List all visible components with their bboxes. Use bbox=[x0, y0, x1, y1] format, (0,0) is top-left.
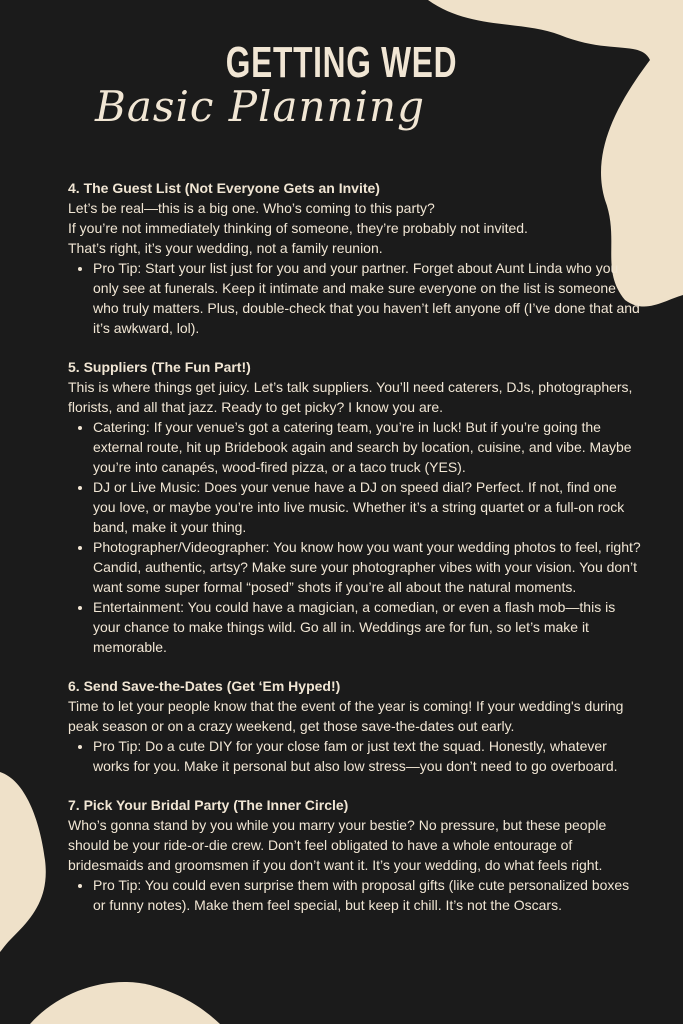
section-guest-list bbox=[68, 178, 643, 338]
article-body bbox=[68, 178, 643, 934]
list-item: • Entertainment: You could have a magician, a comedian, or even a flash mob—this is your chance to make things wild. Go all in. Weddings are for fun, so let’s make it memorable. bbox=[93, 597, 643, 657]
bullet-list bbox=[68, 875, 643, 915]
intro-line: Let’s be real—this is a big one. Who’s coming to this party? bbox=[68, 200, 435, 216]
section-intro: Time to let your people know that the event of the year is coming! If your wedding's during peak season or on a crazy weekend, get those save-the-dates out early. bbox=[68, 698, 624, 734]
intro-line: If you’re not immediately thinking of someone, they’re probably not invited. bbox=[68, 220, 528, 236]
list-item: • Pro Tip: Start your list just for you and your partner. Forget about Aunt Linda who you only see at funerals. Keep it intimate and make sure everyone on the list is someone who truly matters. Plus, double-check that you haven’t left anyone off (I’ve done that and it’s awkward, lol). bbox=[93, 258, 643, 338]
section-suppliers bbox=[68, 357, 643, 657]
list-item: • Pro Tip: You could even surprise them with proposal gifts (like cute personalized boxes or funny notes). Make them feel special, but keep it chill. It’s not the Oscars. bbox=[93, 875, 643, 915]
section-heading: 4. The Guest List (Not Everyone Gets an Invite) bbox=[68, 180, 380, 196]
page-subtitle: Basic Planning bbox=[95, 82, 425, 131]
list-item: • Catering: If your venue’s got a catering team, you’re in luck! But if you’re going the external route, hit up Bridebook again and search by location, cuisine, and vibe. Maybe you’re into canapés, wood-fired pizza, or a taco truck (YES). bbox=[93, 417, 643, 477]
bullet-list bbox=[68, 258, 643, 338]
page-title: GETTING WED bbox=[225, 38, 458, 87]
section-heading: 5. Suppliers (The Fun Part!) bbox=[68, 359, 251, 375]
section-intro bbox=[68, 198, 643, 258]
bullet-list bbox=[68, 417, 643, 657]
list-item: • Photographer/Videographer: You know how you want your wedding photos to feel, right? Candid, authentic, artsy? Make sure your photographer vibes with your vision. You don’t want some super formal “posed” shots if you’re all about the natural moments. bbox=[93, 537, 643, 597]
bottom-blob bbox=[30, 982, 220, 1024]
list-item: • Pro Tip: Do a cute DIY for your close fam or just text the squad. Honestly, whatever works for you. Make it personal but also low stress—you don’t need to go overboard. bbox=[93, 736, 643, 776]
bullet-list bbox=[68, 736, 643, 776]
section-intro: This is where things get juicy. Let’s talk suppliers. You’ll need caterers, DJs, photographers, florists, and all that jazz. Ready to get picky? I know you are. bbox=[68, 379, 633, 415]
section-save-the-dates bbox=[68, 676, 643, 776]
section-heading: 6. Send Save-the-Dates (Get ‘Em Hyped!) bbox=[68, 678, 341, 694]
left-blob bbox=[0, 772, 46, 952]
section-heading: 7. Pick Your Bridal Party (The Inner Circle) bbox=[68, 797, 349, 813]
intro-line: That’s right, it’s your wedding, not a family reunion. bbox=[68, 240, 383, 256]
list-item: • DJ or Live Music: Does your venue have a DJ on speed dial? Perfect. If not, find one you love, or maybe you’re into live music. Whether it’s a string quartet or a full-on rock band, make it your thing. bbox=[93, 477, 643, 537]
section-intro: Who’s gonna stand by you while you marry your bestie? No pressure, but these people should be your ride-or-die crew. Don’t feel obligated to have a whole entourage of bridesmaids and groomsmen if you don’t want it. It’s your wedding, do what feels right. bbox=[68, 817, 607, 873]
section-bridal-party bbox=[68, 795, 643, 915]
